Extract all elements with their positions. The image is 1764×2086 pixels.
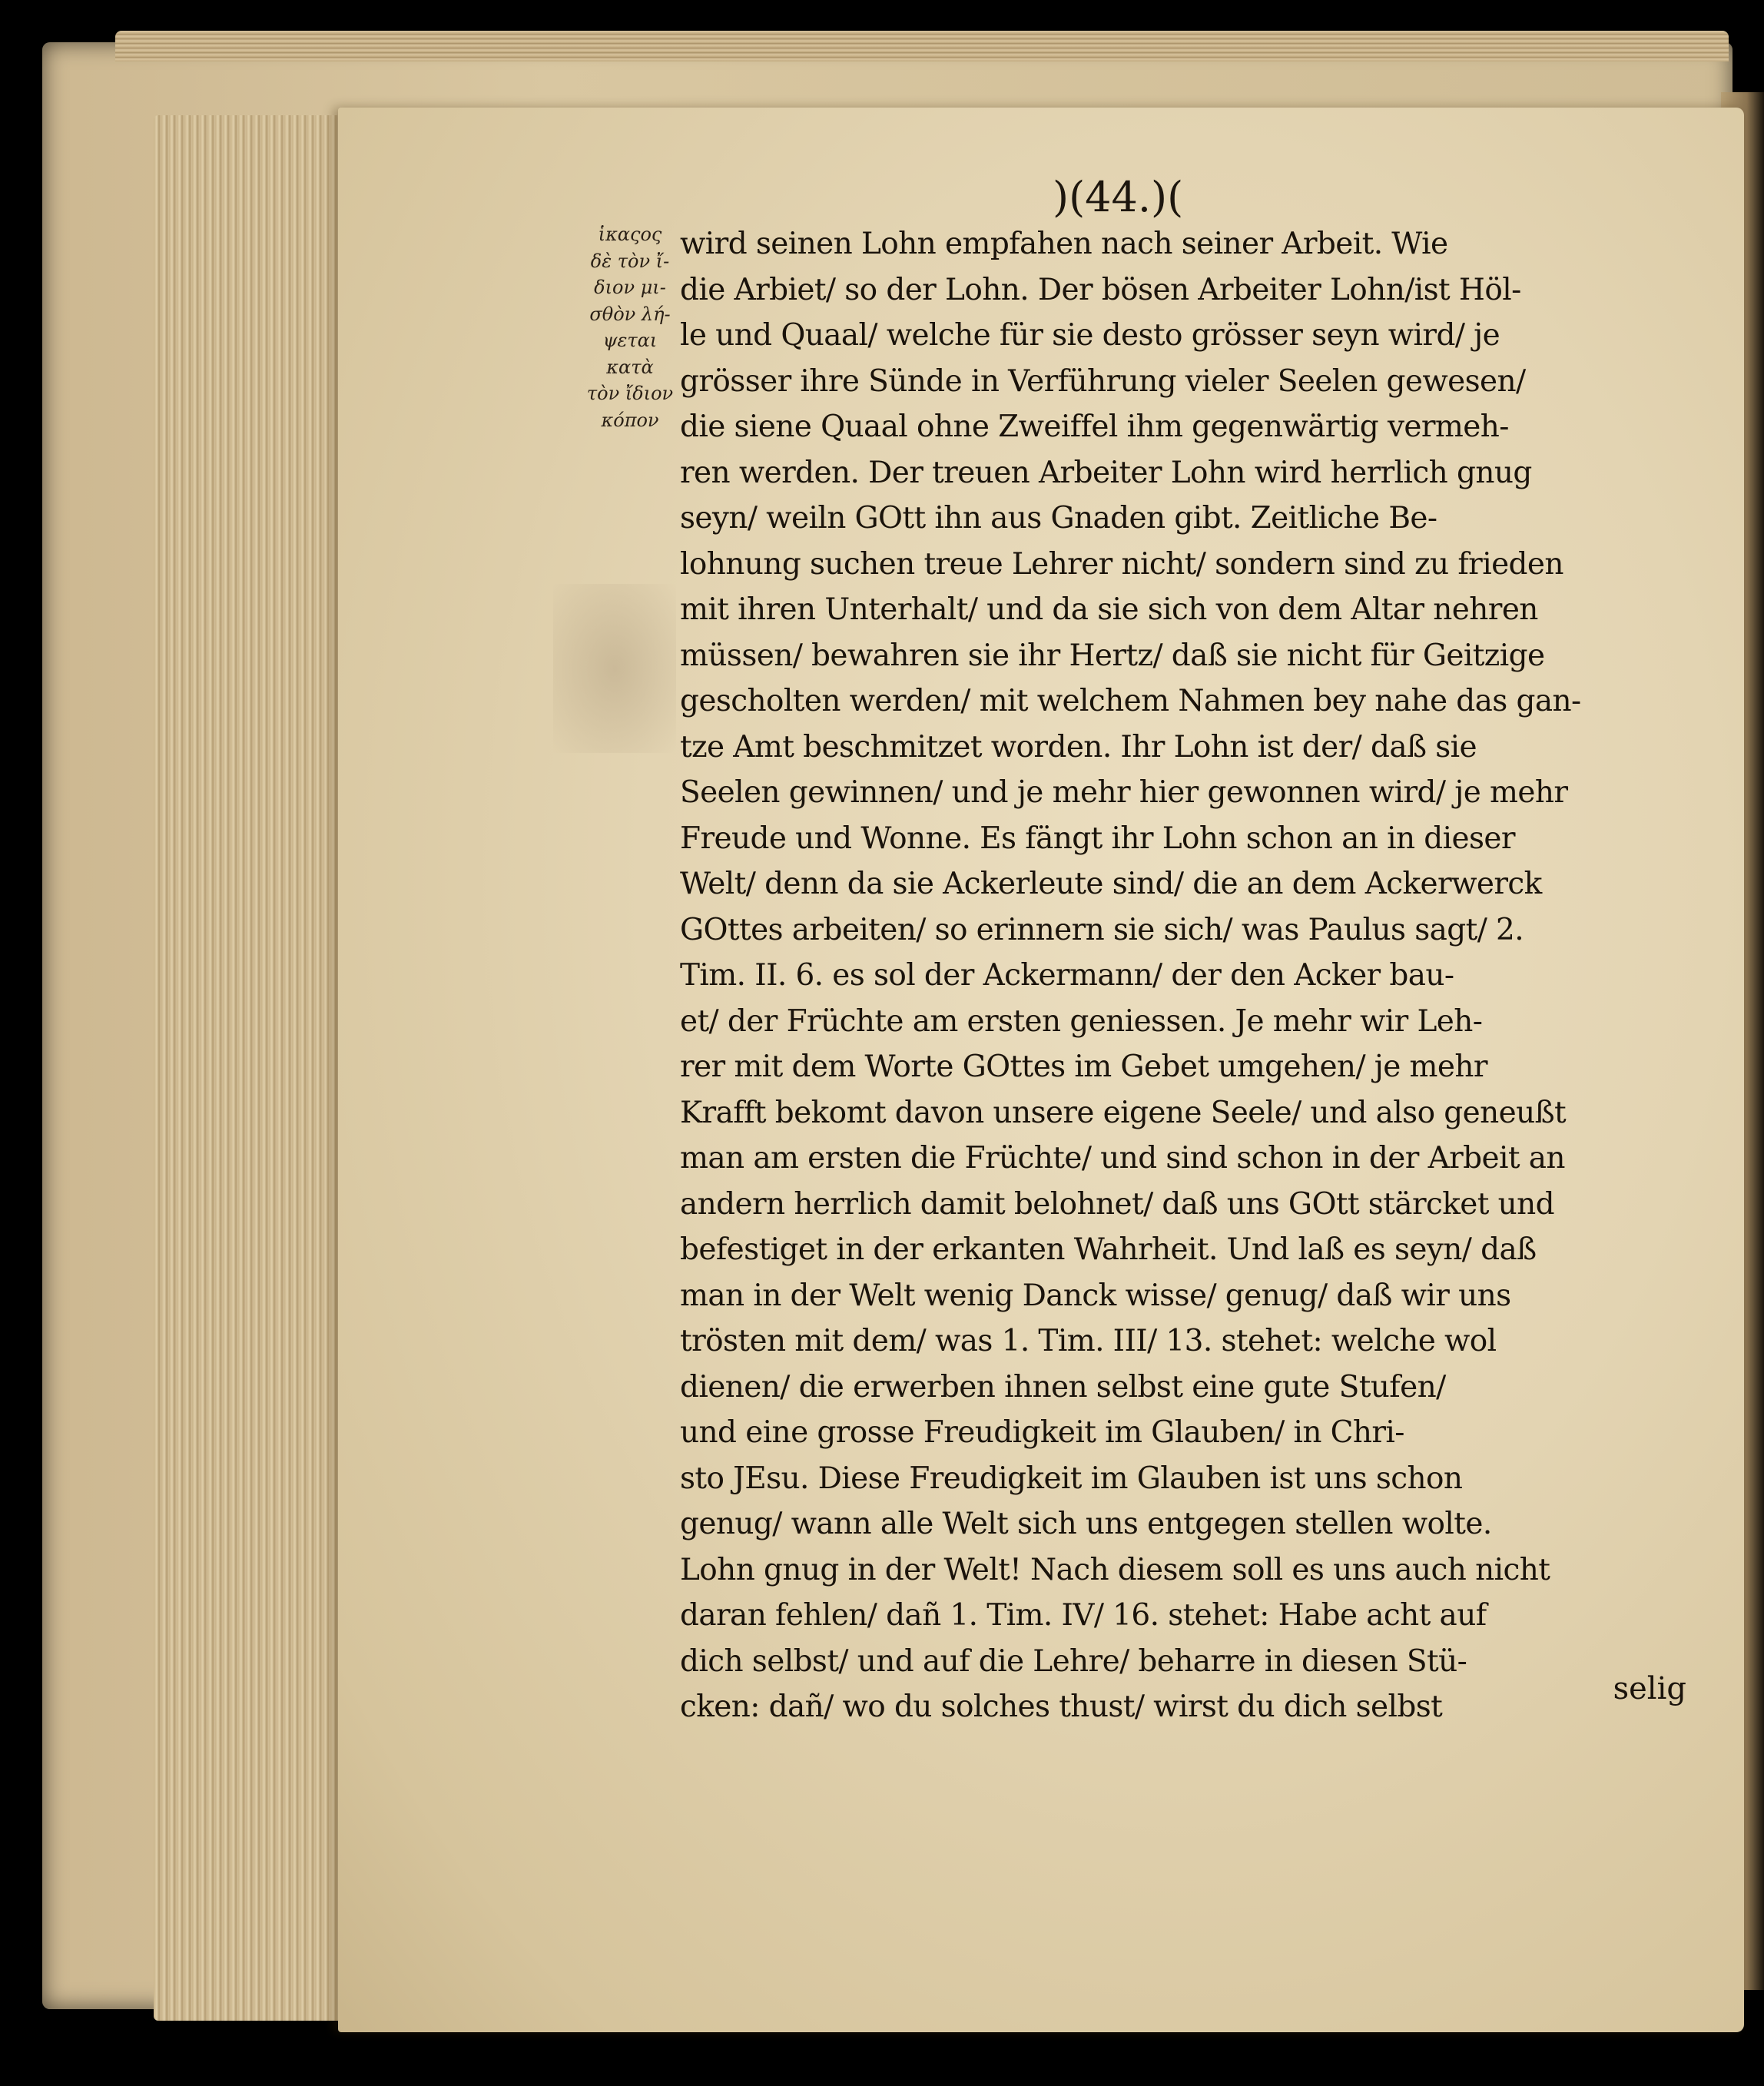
text-line: daran fehlen/ dañ 1. Tim. IV/ 16. stehet: Habe acht auf bbox=[680, 1598, 1487, 1633]
margin-note-line: ἱκαςος bbox=[598, 224, 662, 245]
book-top-edge bbox=[115, 31, 1729, 61]
catchword: selig bbox=[1613, 1671, 1686, 1706]
text-line: tze Amt beschmitzet worden. Ihr Lohn ist der/ daß sie bbox=[680, 729, 1477, 764]
text-line: mit ihren Unterhalt/ und da sie sich von dem Altar nehren bbox=[680, 592, 1538, 627]
text-line: le und Quaal/ welche für sie desto grösser seyn wird/ je bbox=[680, 318, 1500, 353]
text-line: seyn/ weiln GOtt ihn aus Gnaden gibt. Zeitliche Be- bbox=[680, 501, 1437, 536]
text-line: GOttes arbeiten/ so erinnern sie sich/ was Paulus sagt/ 2. bbox=[680, 912, 1524, 947]
text-line: rer mit dem Worte GOttes im Gebet umgehen/ je mehr bbox=[680, 1050, 1487, 1084]
text-line: und eine grosse Freudigkeit im Glauben/ in Chri- bbox=[680, 1415, 1404, 1450]
margin-note-line: κόπον bbox=[601, 409, 659, 431]
paper-stain bbox=[553, 584, 676, 753]
text-line: lohnung suchen treue Lehrer nicht/ sondern sind zu frieden bbox=[680, 546, 1563, 582]
text-line: andern herrlich damit belohnet/ daß uns GOtt stärcket und bbox=[680, 1186, 1555, 1222]
margin-note-line: ψεται bbox=[602, 330, 658, 351]
margin-note-line: κατὰ bbox=[606, 356, 654, 378]
text-line: Seelen gewinnen/ und je mehr hier gewonnen wird/ je mehr bbox=[680, 775, 1568, 810]
page-number: )(44.)( bbox=[1053, 173, 1184, 221]
text-line: et/ der Früchte am ersten geniessen. Je mehr wir Leh- bbox=[680, 1003, 1483, 1039]
text-line: gescholten werden/ mit welchem Nahmen bey nahe das gan- bbox=[680, 684, 1581, 718]
text-line: dich selbst/ und auf die Lehre/ beharre in diesen Stü- bbox=[680, 1643, 1467, 1679]
text-line: man am ersten die Früchte/ und sind schon in der Arbeit an bbox=[680, 1141, 1565, 1176]
text-line: trösten mit dem/ was 1. Tim. III/ 13. stehet: welche wol bbox=[680, 1324, 1497, 1358]
text-line: sto JEsu. Diese Freudigkeit im Glauben ist uns schon bbox=[680, 1461, 1463, 1496]
margin-note-line: τὸν ἴδιον bbox=[586, 383, 674, 404]
text-line: ren werden. Der treuen Arbeiter Lohn wird herrlich gnug bbox=[680, 455, 1532, 490]
text-line: grösser ihre Sünde in Verführung vieler Seelen gewesen/ bbox=[680, 363, 1526, 399]
text-line: Tim. II. 6. es sol der Ackermann/ der den Acker bau- bbox=[680, 958, 1454, 993]
body-text bbox=[680, 221, 1694, 1730]
text-line: Welt/ denn da sie Ackerleute sind/ die an dem Ackerwerck bbox=[680, 867, 1542, 901]
margin-note-line: σθὸν λή- bbox=[589, 303, 671, 325]
margin-note-line: δὲ τὸν ἴ- bbox=[590, 250, 670, 272]
text-line: die siene Quaal ohne Zweiffel ihm gegenwärtig vermeh- bbox=[680, 410, 1509, 444]
text-line: wird seinen Lohn empfahen nach seiner Arbeit. Wie bbox=[680, 227, 1448, 261]
text-line: dienen/ die erwerben ihnen selbst eine gute Stufen/ bbox=[680, 1369, 1446, 1404]
text-line: Freude und Wonne. Es fängt ihr Lohn schon an in dieser bbox=[680, 821, 1515, 856]
margin-note-line: διον μι- bbox=[594, 277, 666, 298]
text-line: genug/ wann alle Welt sich uns entgegen stellen wolte. bbox=[680, 1507, 1492, 1541]
text-line: man in der Welt wenig Danck wisse/ genug/ daß wir uns bbox=[680, 1278, 1511, 1313]
text-line: Lohn gnug in der Welt! Nach diesem soll es uns auch nicht bbox=[680, 1552, 1550, 1587]
text-line: die Arbiet/ so der Lohn. Der bösen Arbeiter Lohn/ist Höl- bbox=[680, 272, 1521, 307]
text-line: Krafft bekomt davon unsere eigene Seele/ und also geneußt bbox=[680, 1095, 1567, 1130]
text-line: befestiget in der erkanten Wahrheit. Und laß es seyn/ daß bbox=[680, 1232, 1537, 1267]
text-line: cken: dañ/ wo du solches thust/ wirst du dich selbst bbox=[680, 1690, 1443, 1724]
text-line: müssen/ bewahren sie ihr Hertz/ daß sie nicht für Geitzige bbox=[680, 638, 1545, 673]
